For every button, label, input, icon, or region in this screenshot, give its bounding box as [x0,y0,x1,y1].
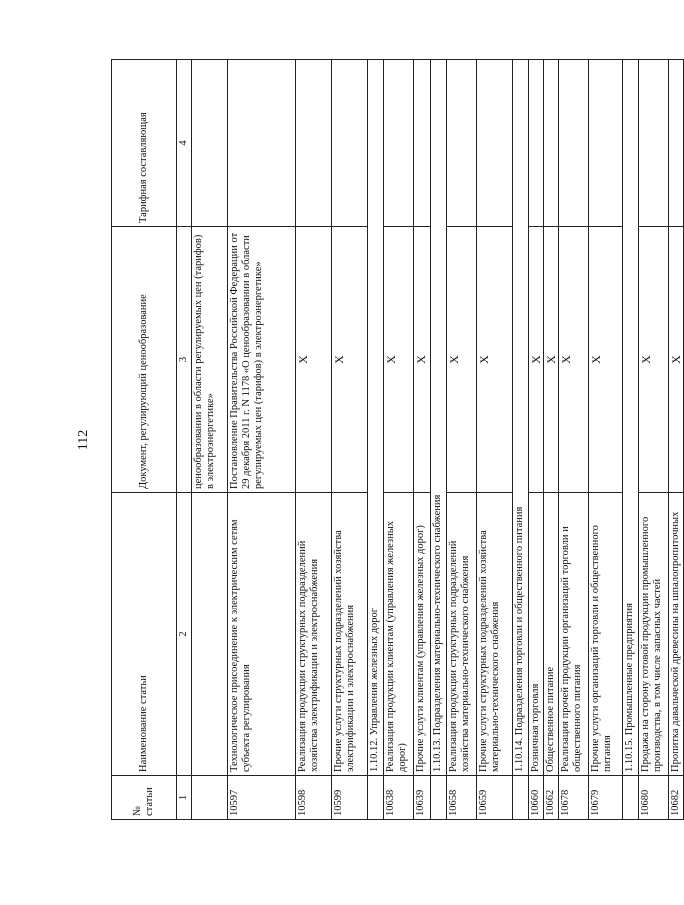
section-title: 1.10.12. Управления железных дорог [368,60,384,776]
column-number-3: 3 [177,227,192,493]
table-row [544,60,559,820]
tariff-component [589,60,623,227]
section-code-cell [431,776,447,820]
table-row [529,60,544,820]
article-code: 10678 [559,776,589,820]
article-code: 10638 [384,776,414,820]
article-code: 10599 [332,776,368,820]
article-name: Реализация продукции клиентам (управления железных дорог) [384,493,414,776]
pricing-document: X [559,227,589,493]
article-name: Реализация продукции структурных подразделений хозяйства электрификации и электроснабжения [296,493,332,776]
section-code-cell [513,776,529,820]
pricing-document: X [477,227,513,493]
table-row [447,60,477,820]
article-name: Пропитка давальческой древесины на шпалопропиточных [669,493,684,776]
column-number-2: 2 [177,493,192,776]
tariff-component [384,60,414,227]
page-number: 112 [76,429,91,451]
table-header-row [112,60,177,820]
article-code: 10679 [589,776,623,820]
header-article-number: № статьи [112,776,177,820]
article-code: 10682 [669,776,684,820]
table-row [384,60,414,820]
tariff-component [414,60,431,227]
table-row [559,60,589,820]
rotated-page [33,60,684,820]
section-row [368,60,384,820]
pricing-document: X [296,227,332,493]
article-code: 10680 [639,776,669,820]
tariff-component [477,60,513,227]
tariff-component [296,60,332,227]
article-code: 10662 [544,776,559,820]
tariff-table [111,59,684,820]
article-name: Реализация продукции структурных подразделений хозяйства материально-технического снабжения [447,493,477,776]
pricing-document: X [589,227,623,493]
header-article-name: Наименование статьи [112,493,177,776]
pricing-document: X [332,227,368,493]
column-number-4: 4 [177,60,192,227]
tariff-component [544,60,559,227]
table-row [192,60,228,820]
pricing-document: X [669,227,684,493]
article-code: 10660 [529,776,544,820]
article-code: 10658 [447,776,477,820]
section-row [431,60,447,820]
pricing-document: Постановление Правительства Российской Федерации от 29 декабря 2011 г. N 1178 «О ценообразовании в области регулируемых цен (тарифов) в электроэнергетике» [228,227,296,493]
tariff-component [529,60,544,227]
pricing-document: ценообразовании в области регулируемых цен (тарифов) в электроэнергетике» [192,227,228,493]
section-title: 1.10.15. Промышленные предприятия [623,60,639,776]
pricing-document: X [384,227,414,493]
article-name: Розничная торговля [529,493,544,776]
section-code-cell [368,776,384,820]
pricing-document: X [447,227,477,493]
pricing-document: X [639,227,669,493]
article-code: 10598 [296,776,332,820]
article-name: Реализация прочей продукции организаций торговли и общественного питания [559,493,589,776]
tariff-component [639,60,669,227]
article-name [192,493,228,776]
tariff-component [228,60,296,227]
tariff-component [559,60,589,227]
section-code-cell [623,776,639,820]
article-name: Общественное питание [544,493,559,776]
table-row [332,60,368,820]
tariff-component [332,60,368,227]
table-row [228,60,296,820]
pricing-document: X [414,227,431,493]
article-name: Прочие услуги структурных подразделений хозяйства электрификации и электроснабжения [332,493,368,776]
tariff-component [447,60,477,227]
section-title: 1.10.14. Подразделения торговли и общественного питания [513,60,529,776]
article-name: Прочие услуги клиентам (управления железных дорог) [414,493,431,776]
table-row [414,60,431,820]
article-name: Продажа на сторону готовой продукции промышленного производства, в том числе запасных частей [639,493,669,776]
article-name: Прочие услуги структурных подразделений хозяйства материально-технического снабжения [477,493,513,776]
table-row [589,60,623,820]
article-code: 10597 [228,776,296,820]
pricing-document: X [529,227,544,493]
article-code [192,776,228,820]
table-row [477,60,513,820]
table-row [296,60,332,820]
pricing-document: X [544,227,559,493]
header-pricing-document: Документ, регулирующий ценообразование [112,227,177,493]
table-row [639,60,669,820]
section-row [623,60,639,820]
article-name: Технологическое присоединение к электрическим сетям субъекта регулирования [228,493,296,776]
tariff-component [669,60,684,227]
header-tariff-component: Тарифная составляющая [112,60,177,227]
article-name: Прочие услуги организаций торговли и общественного питания [589,493,623,776]
table-row [669,60,684,820]
section-row [513,60,529,820]
column-number-1: 1 [177,776,192,820]
column-number-row [177,60,192,820]
tariff-component [192,60,228,227]
article-code: 10639 [414,776,431,820]
section-title: 1.10.13. Подразделения материально-технического снабжения [431,60,447,776]
article-code: 10659 [477,776,513,820]
